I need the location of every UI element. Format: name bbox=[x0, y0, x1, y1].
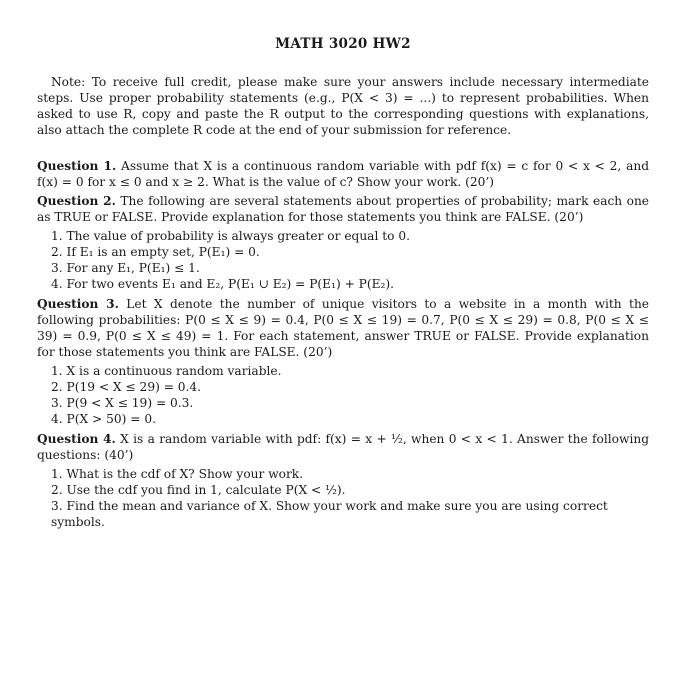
homework-page bbox=[37, 30, 649, 534]
list-item: 2. P(19 < X ≤ 29) = 0.4. bbox=[51, 380, 202, 394]
list-item: 3. P(9 < X ≤ 19) = 0.3. bbox=[51, 396, 194, 410]
question-3-text: Let X denote the number of unique visitors to a website in a month with the following probabilities: P(0 ≤ X ≤ 9) = 0.4, P(0 ≤ X ≤ 19) = 0.7, P(0 ≤ X ≤ 29) = 0.8, P(0 ≤ X ≤ 39) = 0.9, P(0 ≤ X ≤ 49) = 1. For each statement, answer TRUE or FALSE. Provide explanation for those statements you think are FALSE. (20’) bbox=[37, 297, 650, 359]
question-2 bbox=[37, 193, 649, 225]
question-2-text: The following are several statements about properties of probability; mark each one as TRUE or FALSE. Provide explanation for those statements you think are FALSE. (20’) bbox=[37, 194, 650, 224]
question-3 bbox=[37, 296, 649, 360]
question-2-label: Question 2. bbox=[37, 194, 116, 208]
list-item: 1. X is a continuous random variable. bbox=[51, 364, 282, 378]
list-item: 2. Use the cdf you find in 1, calculate P(X < ½). bbox=[51, 483, 346, 497]
question-1-label: Question 1. bbox=[37, 159, 117, 173]
question-3-label: Question 3. bbox=[37, 297, 119, 311]
list-item: 2. If E₁ is an empty set, P(E₁) = 0. bbox=[51, 245, 260, 259]
list-item: 3. For any E₁, P(E₁) ≤ 1. bbox=[51, 261, 200, 275]
question-4 bbox=[37, 431, 649, 463]
list-item: 1. What is the cdf of X? Show your work. bbox=[51, 467, 304, 481]
question-4-subquestions bbox=[37, 466, 649, 530]
question-3-statements bbox=[37, 363, 649, 427]
question-4-label: Question 4. bbox=[37, 432, 116, 446]
question-1-text: Assume that X is a continuous random variable with pdf f(x) = c for 0 < x < 2, and f(x) = 0 for x ≤ 0 and x ≥ 2. What is the value of c? Show your work. (20’) bbox=[37, 159, 650, 189]
instructions-note: Note: To receive full credit, please make sure your answers include necessary intermediate steps. Use proper probability statements (e.g., P(X < 3) = ...) to represent probabilities. When asked to use R, copy and paste the R output to the corresponding questions with explanations, also attach the complete R code at the end of your submission for reference. bbox=[37, 75, 649, 137]
list-item: 4. For two events E₁ and E₂, P(E₁ ∪ E₂) = P(E₁) + P(E₂). bbox=[51, 277, 395, 291]
page-title: MATH 3020 HW2 bbox=[275, 36, 411, 52]
question-4-text: X is a random variable with pdf: f(x) = x + ½, when 0 < x < 1. Answer the following questions: (40’) bbox=[37, 432, 650, 462]
list-item: 3. Find the mean and variance of X. Show your work and make sure you are using correct symbols. bbox=[51, 499, 608, 529]
list-item: 4. P(X > 50) = 0. bbox=[51, 412, 156, 426]
list-item: 1. The value of probability is always greater or equal to 0. bbox=[51, 229, 410, 243]
question-1 bbox=[37, 158, 649, 190]
question-2-statements bbox=[37, 228, 649, 292]
